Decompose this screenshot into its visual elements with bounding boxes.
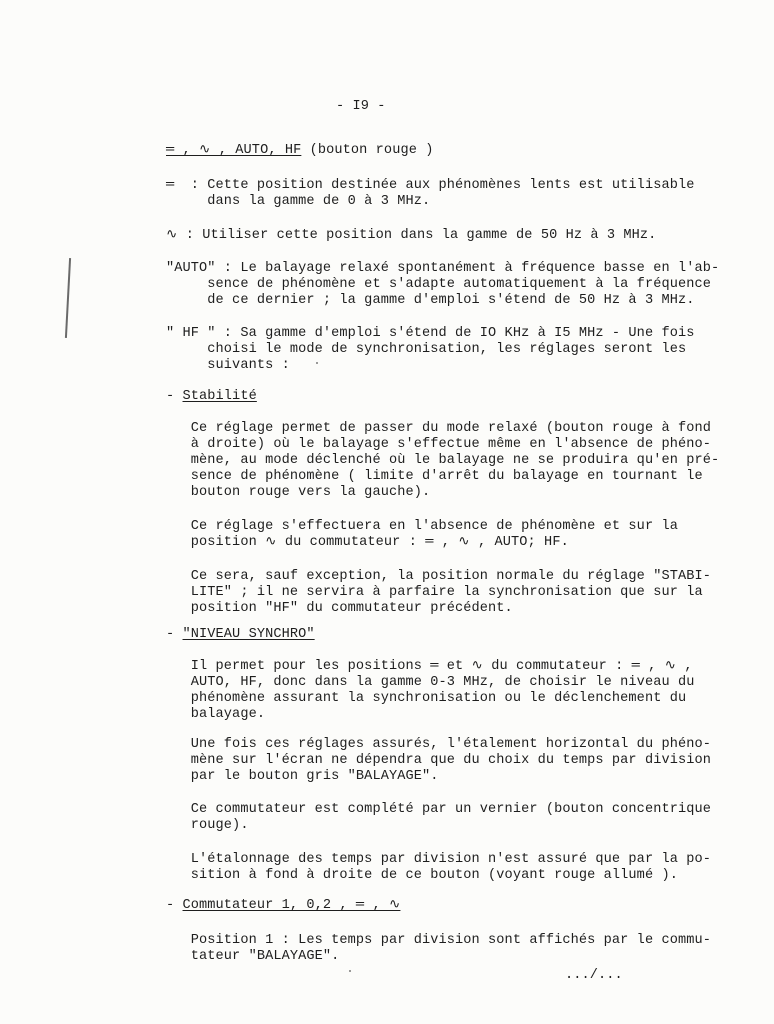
text-line: bouton rouge vers la gauche). [166,485,431,500]
subheading-dash: - [166,389,183,404]
text-line: par le bouton gris "BALAYAGE". [166,769,439,784]
text-line: Ce réglage permet de passer du mode relaxé (bouton rouge à fond [166,421,711,436]
text-line: position "HF" du commutateur précédent. [166,601,513,616]
text-line: Une fois ces réglages assurés, l'étalement horizontal du phéno- [166,737,711,752]
text-line: "AUTO" : Le balayage relaxé spontanément à fréquence basse en l'ab- [166,261,720,276]
text-line: tateur "BALAYAGE". [166,949,340,964]
paper-speck [349,970,351,972]
text-line: Ce réglage s'effectuera en l'absence de phénomène et sur la [166,519,678,534]
subheading-dash: - [166,898,183,913]
text-line: suivants : [166,358,290,373]
text-line: ∿ : Utiliser cette position dans la gamme de 50 Hz à 3 MHz. [166,228,657,243]
subheading-commutateur [166,898,400,914]
text-line: AUTO, HF, donc dans la gamme 0-3 MHz, de choisir le niveau du [166,675,695,690]
text-line: LITE" ; il ne servira à parfaire la synchronisation que sur la [166,585,703,600]
heading-suffix: (bouton rouge ) [301,143,434,158]
text-line: sence de phénomène et s'adapte automatiquement à la fréquence [166,277,711,292]
text-line: position ∿ du commutateur : ═ , ∿ , AUTO; HF. [166,535,569,550]
heading-modes: ═ , ∿ , AUTO, HF [166,143,302,158]
paper-speck [316,362,318,364]
section-heading [166,143,433,159]
text-line: Ce sera, sauf exception, la position normale du réglage "STABI- [166,569,711,584]
text-line: Ce commutateur est complété par un vernier (bouton concentrique [166,802,711,817]
subheading-label: Stabilité [182,389,257,404]
text-line: ═ : Cette position destinée aux phénomènes lents est utilisable [166,178,695,193]
text-line: à droite) où le balayage s'effectue même en l'absence de phéno- [166,437,711,452]
page-number: - I9 - [336,99,386,114]
subheading-label: "NIVEAU SYNCHRO" [182,627,315,642]
text-line: sence de phénomène ( limite d'arrêt du balayage en tournant le [166,469,703,484]
subheading-dash: - [166,627,183,642]
continuation-marker: .../... [565,968,623,983]
text-line: mène sur l'écran ne dépendra que du choix du temps par division [166,753,711,768]
text-line: sition à fond à droite de ce bouton (voyant rouge allumé ). [166,868,678,883]
text-line: Position 1 : Les temps par division sont affichés par le commu- [166,933,711,948]
text-line: Il permet pour les positions ═ et ∿ du commutateur : ═ , ∿ , [166,659,693,674]
subheading-label: Commutateur 1, 0,2 , ═ , ∿ [182,898,401,913]
text-line: " HF " : Sa gamme d'emploi s'étend de IO KHz à I5 MHz - Une fois [166,326,695,341]
text-line: choisi le mode de synchronisation, les réglages seront les [166,342,687,357]
text-line: phénomène assurant la synchronisation ou le déclenchement du [166,691,687,706]
margin-pen-mark [65,258,71,338]
subheading-stabilite [166,389,257,405]
text-line: mène, au mode déclenché où le balayage ne se produira qu'en pré- [166,453,720,468]
subheading-niveau-synchro [166,627,315,643]
text-line: L'étalonnage des temps par division n'est assuré que par la po- [166,852,711,867]
text-line: dans la gamme de 0 à 3 MHz. [166,194,431,209]
text-line: balayage. [166,707,266,722]
text-line: de ce dernier ; la gamme d'emploi s'étend de 50 Hz à 3 MHz. [166,293,695,308]
text-line: rouge). [166,818,249,833]
